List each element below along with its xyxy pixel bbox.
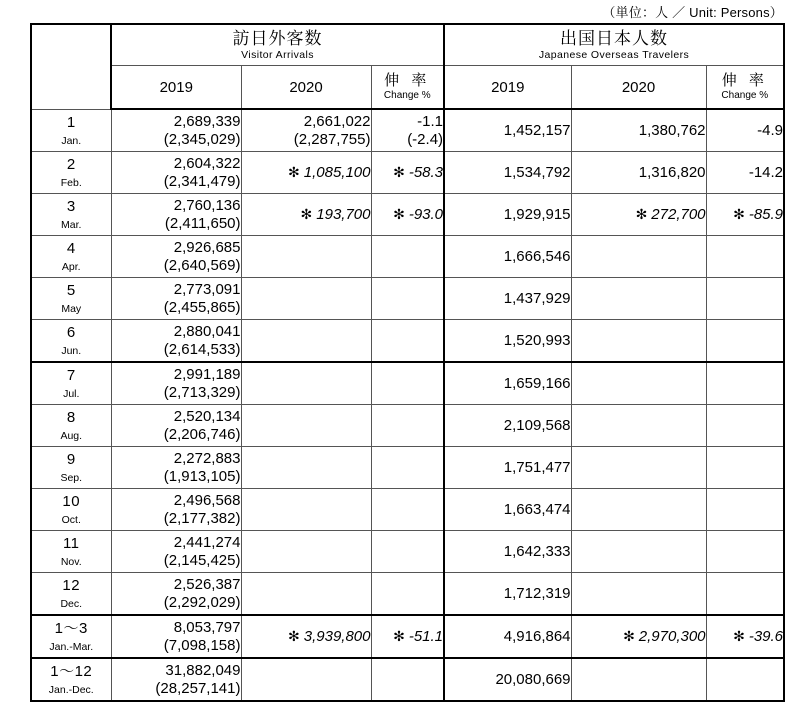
table-row (31, 194, 784, 236)
cell-japanese-2020-value: 1,380,762 (638, 121, 706, 139)
cell-japanese-2019 (444, 405, 571, 447)
cell-visitor-2019-secondary-value: (2,614,533) (163, 340, 241, 358)
row-period-number: 11 (62, 534, 80, 552)
cell-japanese-2019-value: 1,642,333 (503, 542, 571, 560)
cell-japanese-2020 (571, 531, 706, 573)
cell-visitor-2019-secondary-value: (2,713,329) (163, 383, 241, 401)
provisional-mark-icon: ✻ (635, 205, 648, 222)
cell-japanese-2019 (444, 320, 571, 363)
cell-japanese-2019-value: 20,080,669 (495, 670, 571, 688)
cell-japanese-2019-value: 1,520,993 (503, 331, 571, 349)
cell-japanese-2020 (571, 447, 706, 489)
table-row (31, 152, 784, 194)
row-period-number: 1～3 (54, 619, 88, 637)
row-period-abbr: Jan.-Dec. (48, 683, 94, 696)
cell-visitor-2019 (111, 573, 241, 616)
row-period-abbr: May (61, 302, 82, 315)
cell-visitor-2020 (241, 573, 371, 616)
cell-visitor-2019-value: 2,441,274 (173, 533, 241, 551)
cell-visitor-2019 (111, 320, 241, 363)
provisional-mark-icon: ✻ (623, 627, 635, 644)
cell-visitor-change (371, 320, 444, 363)
cell-visitor-change (371, 362, 444, 405)
cell-visitor-2019-secondary-value: (1,913,105) (163, 467, 241, 485)
cell-japanese-2019 (444, 447, 571, 489)
cell-visitor-2019-value: 31,882,049 (165, 661, 241, 679)
cell-visitor-2020-secondary-value: (2,287,755) (293, 130, 371, 148)
cell-visitor-2019 (111, 278, 241, 320)
cell-visitor-2019-secondary-value: (2,145,425) (163, 551, 241, 569)
cell-visitor-2020 (241, 658, 371, 701)
cell-visitor-2020 (241, 531, 371, 573)
row-period-number: 1 (66, 113, 76, 131)
header-group-japanese-overseas-travelers-en: Japanese Overseas Travelers (538, 49, 690, 62)
cell-visitor-2019-value: 2,760,136 (173, 196, 241, 214)
cell-japanese-change (706, 320, 784, 363)
cell-visitor-2019 (111, 194, 241, 236)
cell-japanese-change (706, 278, 784, 320)
cell-visitor-2019-value: 2,880,041 (173, 322, 241, 340)
header-group-japanese-overseas-travelers (444, 24, 784, 66)
cell-japanese-change-value: ✻ -39.6 (733, 627, 784, 645)
cell-visitor-2020-value: 2,661,022 (303, 112, 371, 130)
cell-japanese-change (706, 531, 784, 573)
cell-visitor-2019-secondary-value: (7,098,158) (163, 636, 241, 654)
cell-visitor-2020 (241, 405, 371, 447)
header-visitor-change-en: Change % (383, 90, 431, 102)
header-corner-cell (31, 24, 111, 109)
cell-japanese-2019-value: 1,751,477 (503, 458, 571, 476)
cell-visitor-2019 (111, 405, 241, 447)
cell-visitor-2019-value: 2,926,685 (173, 238, 241, 256)
cell-visitor-2020 (241, 447, 371, 489)
cell-japanese-2020 (571, 658, 706, 701)
row-period-abbr: Aug. (60, 429, 83, 442)
row-period-abbr: Oct. (61, 513, 81, 526)
cell-visitor-2020-value: ✻ 3,939,800 (288, 627, 371, 645)
cell-japanese-change (706, 615, 784, 658)
row-period-number: 12 (62, 576, 81, 594)
row-period-label (31, 278, 111, 320)
cell-japanese-2019-value: 1,534,792 (503, 163, 571, 181)
cell-japanese-change (706, 405, 784, 447)
header-column-row (31, 66, 784, 110)
cell-japanese-change-value: ✻ -85.9 (733, 205, 784, 223)
cell-japanese-change-value: -14.2 (748, 163, 784, 181)
unit-note: （単位：人 ／ Unit: Persons） (602, 5, 783, 20)
cell-visitor-change (371, 489, 444, 531)
row-period-abbr: Nov. (60, 555, 82, 568)
provisional-mark-icon: ✻ (733, 627, 745, 644)
cell-japanese-change-value: -4.9 (757, 121, 784, 139)
cell-visitor-2019-secondary-value: (2,455,865) (163, 298, 241, 316)
header-visitor-2020: 2020 (241, 66, 371, 110)
header-japanese-change-jp: 伸 率 (721, 72, 768, 90)
header-japanese-2020: 2020 (571, 66, 706, 110)
visitor-statistics-table (30, 23, 785, 702)
cell-visitor-2019 (111, 615, 241, 658)
cell-japanese-change (706, 109, 784, 152)
row-period-label (31, 531, 111, 573)
cell-visitor-2019-value: 2,496,568 (173, 491, 241, 509)
provisional-mark-icon: ✻ (393, 627, 405, 644)
row-period-number: 1～12 (50, 662, 93, 680)
provisional-mark-icon: ✻ (393, 163, 405, 180)
cell-visitor-2019-secondary-value: (2,341,479) (163, 172, 241, 190)
header-group-visitor-arrivals-jp: 訪日外客数 (232, 28, 323, 48)
cell-japanese-2019 (444, 109, 571, 152)
cell-japanese-2019-value: 1,452,157 (503, 121, 571, 139)
provisional-mark-icon: ✻ (733, 205, 745, 222)
cell-visitor-2019-value: 2,689,339 (173, 112, 241, 130)
row-period-label (31, 152, 111, 194)
cell-visitor-2020 (241, 152, 371, 194)
header-visitor-change (371, 66, 444, 110)
cell-japanese-change (706, 573, 784, 616)
row-period-number: 7 (66, 366, 76, 384)
row-period-number: 9 (66, 450, 76, 468)
table-row (31, 447, 784, 489)
header-group-visitor-arrivals-en: Visitor Arrivals (241, 49, 314, 62)
row-period-label (31, 320, 111, 363)
provisional-mark-icon: ✻ (288, 163, 300, 180)
table-row (31, 109, 784, 152)
cell-visitor-2019-value: 2,773,091 (173, 280, 241, 298)
cell-japanese-change (706, 489, 784, 531)
cell-japanese-2020 (571, 405, 706, 447)
row-period-abbr: Dec. (60, 597, 83, 610)
cell-visitor-2020 (241, 489, 371, 531)
cell-japanese-2020 (571, 320, 706, 363)
cell-visitor-2019-secondary-value: (2,177,382) (163, 509, 241, 527)
cell-japanese-change (706, 658, 784, 701)
provisional-mark-icon: ✻ (393, 205, 405, 222)
cell-visitor-change (371, 405, 444, 447)
cell-japanese-2020 (571, 573, 706, 616)
statistics-table-container (30, 23, 783, 702)
row-period-number: 4 (66, 239, 76, 257)
cell-japanese-2019 (444, 573, 571, 616)
cell-japanese-change (706, 362, 784, 405)
cell-visitor-2020 (241, 236, 371, 278)
cell-visitor-2020 (241, 278, 371, 320)
cell-visitor-change-value: ✻ -93.0 (393, 205, 444, 223)
row-period-number: 5 (66, 281, 76, 299)
cell-visitor-change-value: -1.1 (417, 112, 444, 130)
cell-visitor-2019 (111, 236, 241, 278)
cell-visitor-2019-secondary-value: (28,257,141) (155, 679, 241, 697)
header-japanese-change (706, 66, 784, 110)
cell-visitor-2019-value: 8,053,797 (173, 618, 241, 636)
cell-japanese-2019-value: 1,663,474 (503, 500, 571, 518)
row-period-label (31, 573, 111, 616)
cell-visitor-change-value: ✻ -51.1 (393, 627, 444, 645)
row-period-abbr: Sep. (60, 471, 83, 484)
cell-japanese-2019 (444, 489, 571, 531)
row-period-number: 6 (66, 323, 76, 341)
cell-visitor-2019-secondary-value: (2,206,746) (163, 425, 241, 443)
row-period-number: 8 (66, 408, 76, 426)
cell-visitor-change (371, 615, 444, 658)
cell-visitor-change (371, 278, 444, 320)
cell-visitor-2020 (241, 362, 371, 405)
cell-visitor-2020 (241, 320, 371, 363)
row-period-abbr: Mar. (61, 218, 82, 231)
table-row (31, 320, 784, 363)
cell-visitor-change-secondary-value: (-2.4) (407, 130, 444, 148)
cell-japanese-2020-value: 1,316,820 (638, 163, 706, 181)
table-row (31, 405, 784, 447)
table-row (31, 236, 784, 278)
cell-visitor-change (371, 447, 444, 489)
cell-visitor-change-value: ✻ -58.3 (393, 163, 444, 181)
row-period-abbr: Jan.-Mar. (49, 640, 94, 653)
cell-japanese-2020-value: ✻ 272,700 (635, 205, 706, 223)
cell-visitor-2019 (111, 109, 241, 152)
cell-visitor-2019-value: 2,991,189 (173, 365, 241, 383)
cell-visitor-2019-secondary-value: (2,411,650) (164, 214, 241, 232)
cell-visitor-change (371, 573, 444, 616)
cell-japanese-2020 (571, 236, 706, 278)
row-period-label (31, 109, 111, 152)
header-group-row (31, 24, 784, 66)
cell-visitor-change (371, 194, 444, 236)
cell-japanese-2020 (571, 152, 706, 194)
cell-japanese-change (706, 194, 784, 236)
row-period-label (31, 236, 111, 278)
row-period-number: 10 (62, 492, 81, 510)
cell-visitor-change (371, 109, 444, 152)
row-period-number: 3 (66, 197, 76, 215)
cell-japanese-2019-value: 1,437,929 (503, 289, 571, 307)
provisional-mark-icon: ✻ (288, 627, 300, 644)
cell-visitor-2019-value: 2,272,883 (173, 449, 241, 467)
row-period-abbr: Jul. (63, 387, 80, 400)
cell-japanese-2019-value: 1,659,166 (503, 374, 571, 392)
table-body (31, 109, 784, 701)
table-header (31, 24, 784, 109)
cell-visitor-2020 (241, 109, 371, 152)
cell-japanese-2020 (571, 109, 706, 152)
cell-visitor-2019-value: 2,520,134 (173, 407, 241, 425)
cell-japanese-change (706, 152, 784, 194)
cell-visitor-2019-value: 2,604,322 (173, 154, 241, 172)
cell-japanese-2019-value: 1,712,319 (503, 584, 571, 602)
summary-row (31, 658, 784, 701)
cell-visitor-2020-value: ✻ 1,085,100 (288, 163, 371, 181)
table-row (31, 531, 784, 573)
table-row (31, 573, 784, 616)
header-group-japanese-overseas-travelers-jp: 出国日本人数 (560, 28, 669, 48)
cell-japanese-2020 (571, 194, 706, 236)
row-period-label (31, 447, 111, 489)
cell-japanese-2019-value: 2,109,568 (503, 416, 571, 434)
cell-visitor-2019-value: 2,526,387 (173, 575, 241, 593)
header-group-visitor-arrivals (111, 24, 444, 66)
row-period-label (31, 194, 111, 236)
header-visitor-change-jp: 伸 率 (384, 72, 431, 90)
cell-japanese-2020-value: ✻ 2,970,300 (623, 627, 706, 645)
cell-visitor-2019-secondary-value: (2,292,029) (163, 593, 241, 611)
cell-japanese-change (706, 447, 784, 489)
cell-visitor-2019 (111, 658, 241, 701)
cell-japanese-2019 (444, 658, 571, 701)
cell-visitor-2019 (111, 362, 241, 405)
table-row (31, 362, 784, 405)
header-japanese-2019: 2019 (444, 66, 571, 110)
cell-japanese-2019 (444, 531, 571, 573)
cell-visitor-change (371, 531, 444, 573)
cell-visitor-2020 (241, 194, 371, 236)
cell-visitor-change (371, 658, 444, 701)
cell-visitor-2019 (111, 489, 241, 531)
cell-japanese-2019-value: 1,929,915 (503, 205, 571, 223)
cell-japanese-2019 (444, 362, 571, 405)
cell-visitor-2019 (111, 152, 241, 194)
cell-visitor-2020-value: ✻ 193,700 (300, 205, 371, 223)
cell-japanese-2020 (571, 362, 706, 405)
cell-japanese-2020 (571, 278, 706, 320)
header-visitor-2019: 2019 (111, 66, 241, 110)
cell-japanese-2019-value: 4,916,864 (503, 627, 571, 645)
row-period-number: 2 (66, 155, 76, 173)
cell-japanese-2019 (444, 152, 571, 194)
summary-row (31, 615, 784, 658)
cell-japanese-2020 (571, 489, 706, 531)
table-row (31, 489, 784, 531)
row-period-abbr: Feb. (60, 176, 82, 189)
cell-japanese-change (706, 236, 784, 278)
cell-visitor-change (371, 236, 444, 278)
row-period-label (31, 489, 111, 531)
row-period-label (31, 615, 111, 658)
cell-japanese-2019 (444, 194, 571, 236)
row-period-abbr: Jan. (61, 134, 82, 147)
cell-visitor-2019 (111, 447, 241, 489)
cell-japanese-2019 (444, 615, 571, 658)
table-row (31, 278, 784, 320)
cell-visitor-2019-secondary-value: (2,345,029) (163, 130, 241, 148)
header-japanese-change-en: Change % (721, 90, 769, 102)
row-period-abbr: Apr. (61, 260, 81, 273)
cell-japanese-2019 (444, 278, 571, 320)
cell-visitor-2020 (241, 615, 371, 658)
row-period-abbr: Jun. (61, 344, 82, 357)
cell-visitor-2019-secondary-value: (2,640,569) (163, 256, 241, 274)
cell-visitor-change (371, 152, 444, 194)
row-period-label (31, 658, 111, 701)
row-period-label (31, 405, 111, 447)
provisional-mark-icon: ✻ (300, 205, 313, 222)
cell-japanese-2019 (444, 236, 571, 278)
cell-japanese-2019-value: 1,666,546 (503, 247, 571, 265)
cell-visitor-2019 (111, 531, 241, 573)
cell-japanese-2020 (571, 615, 706, 658)
row-period-label (31, 362, 111, 405)
